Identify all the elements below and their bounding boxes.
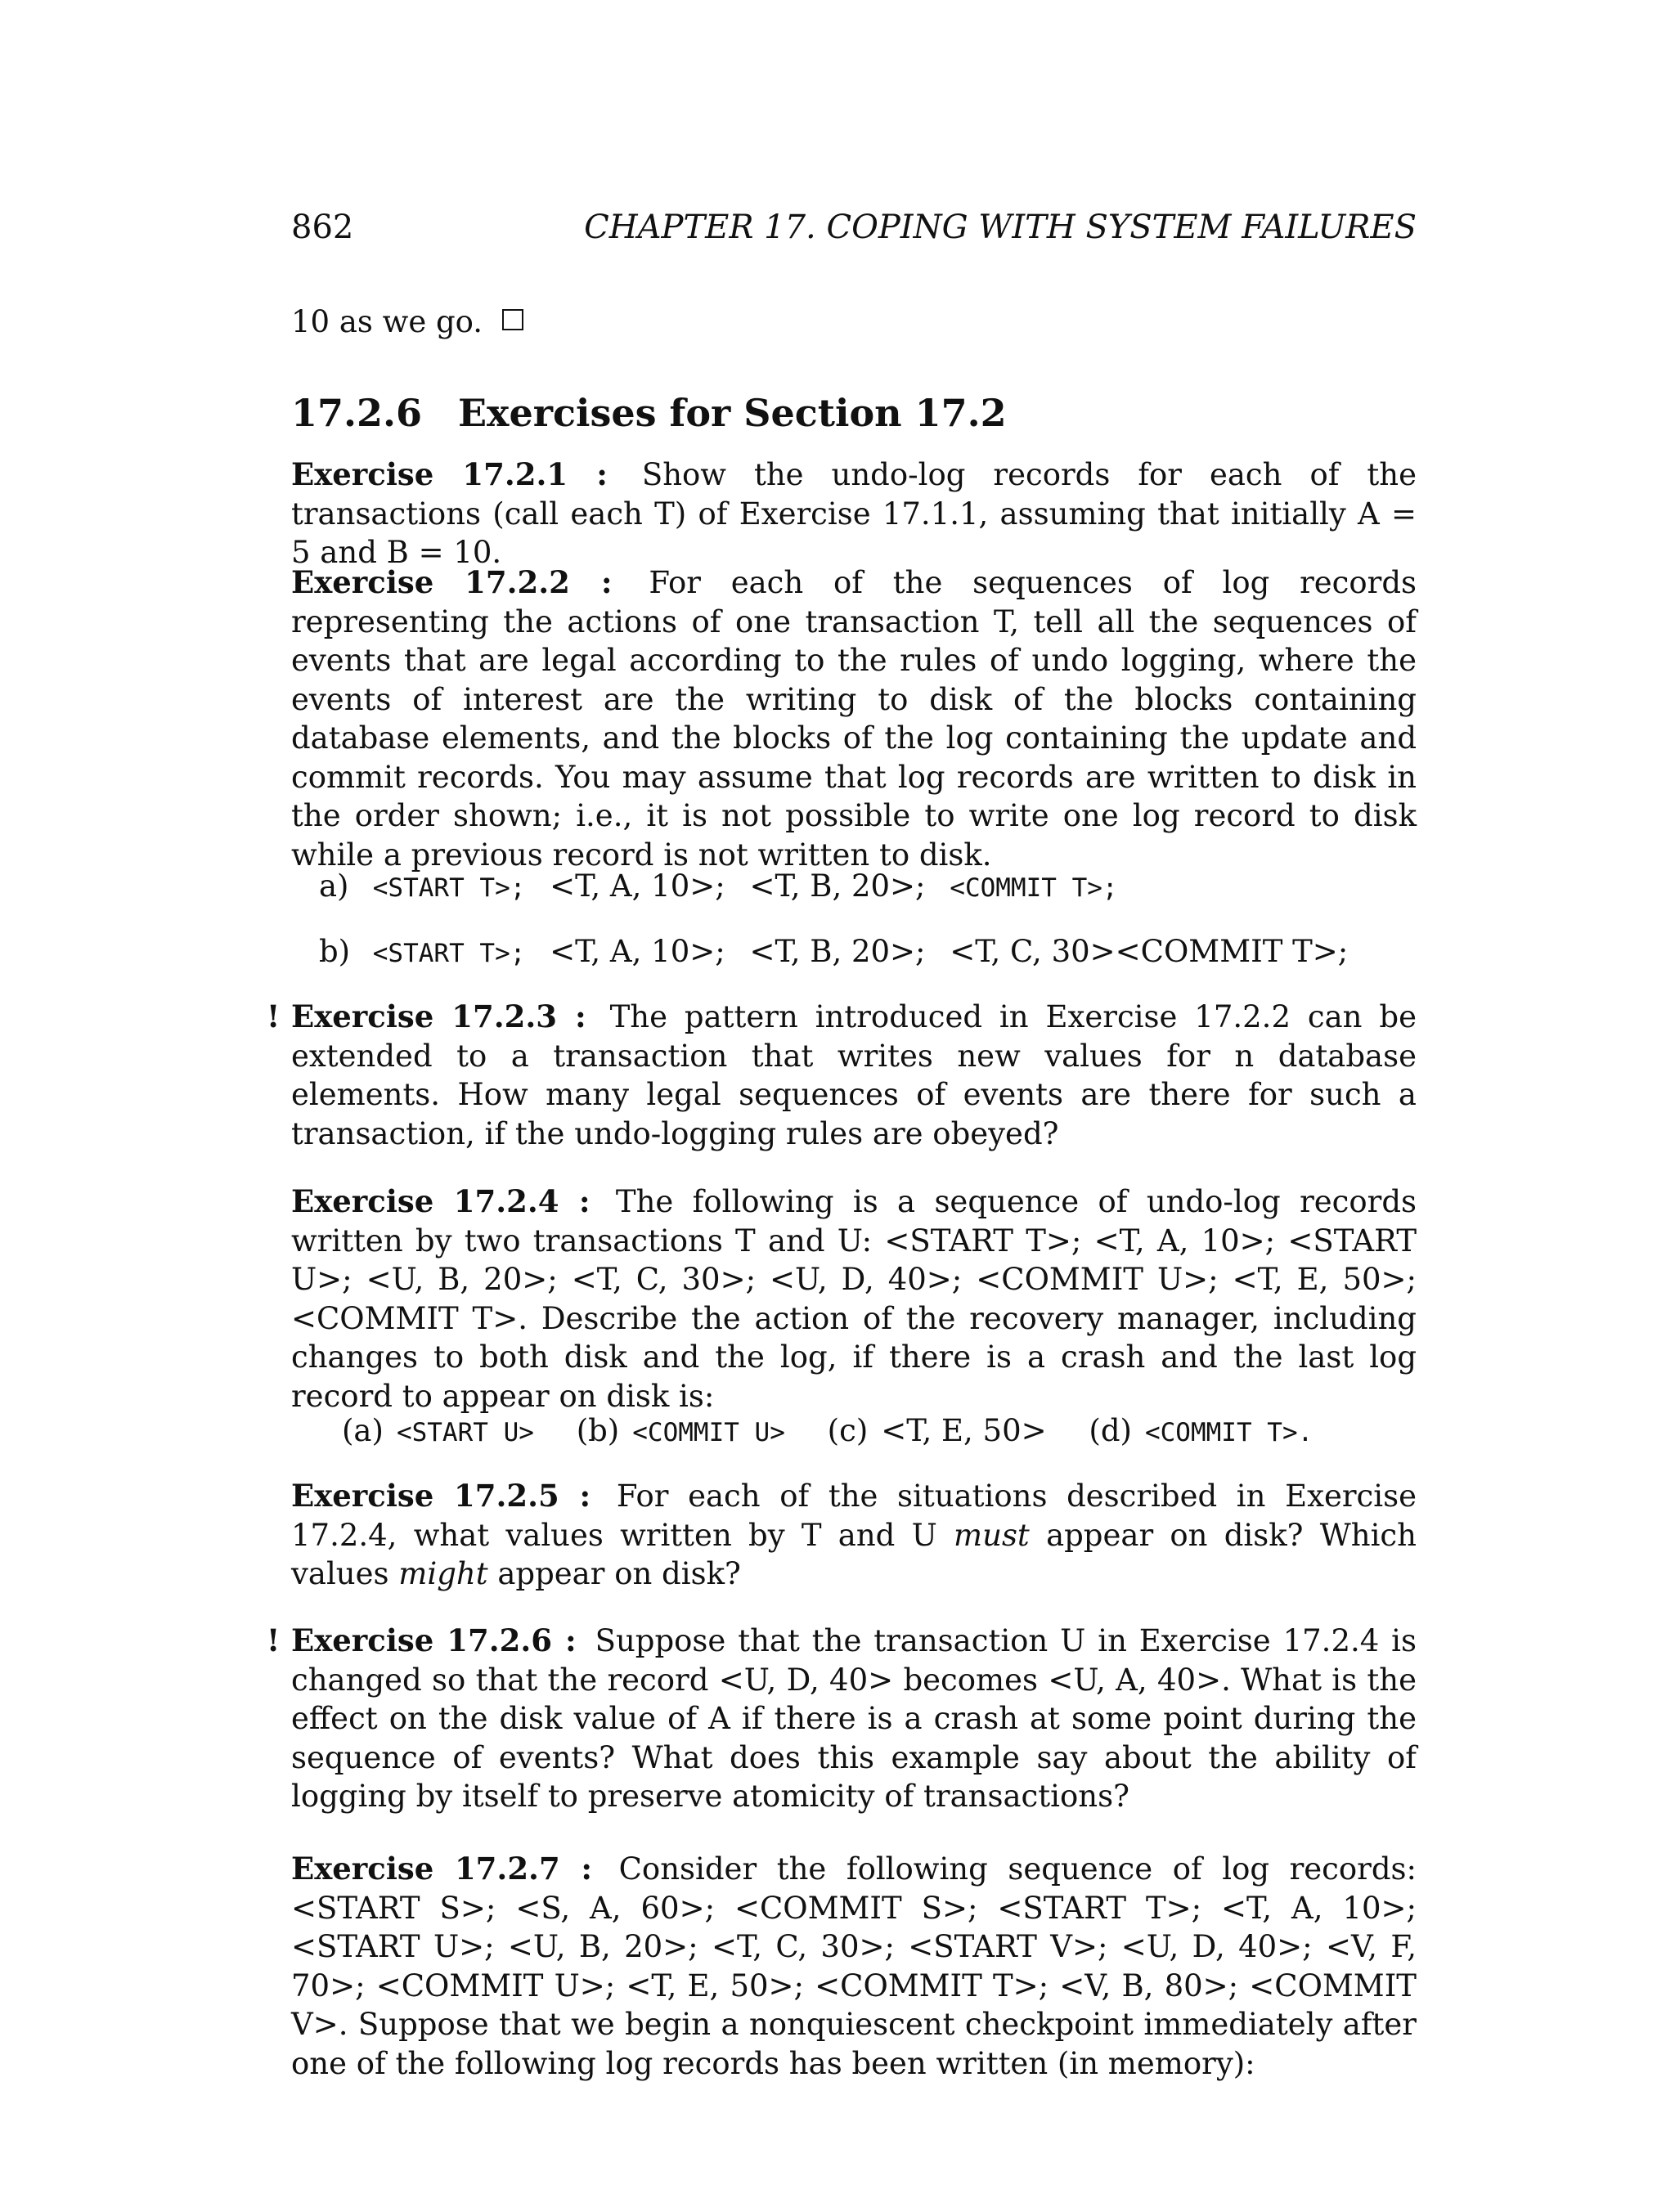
exercise-label: Exercise 17.2.3 :	[291, 998, 586, 1034]
exercise-label: Exercise 17.2.7 :	[291, 1851, 593, 1887]
exercise-text: For each of the sequences of log records representing the actions of one transaction T, tell all the sequences of events that are legal according to the rules of undo logging, where the events of interest are the writing to disk of the blocks containing database elements, and the blocks of the log containing the update and commit records. You may assume that log records are written to disk in the order shown; i.e., it is not possible to write one log record to disk while a previous record is not written to disk.	[291, 565, 1417, 873]
case-tag: (d)	[1089, 1413, 1132, 1448]
exercise-label: Exercise 17.2.6 :	[291, 1622, 577, 1658]
emphasis-must: must	[954, 1517, 1030, 1553]
difficulty-marker: !	[267, 998, 281, 1034]
crash-cases	[342, 1411, 1405, 1452]
exercise-text: The pattern introduced in Exercise 17.2.2 can be extended to a transaction that writes new values for n database elements. How many legal sequences of events are there for such a transaction, if the undo-logging rules are obeyed?	[291, 999, 1417, 1151]
log-record: <T, B, 20>;	[749, 868, 926, 904]
case-record: <COMMIT U>	[632, 1418, 785, 1447]
case-record: <COMMIT T>.	[1144, 1418, 1314, 1447]
carryover-text	[291, 298, 1417, 347]
exercise-17-2-6	[267, 1622, 1417, 1816]
emphasis-might: might	[398, 1556, 488, 1591]
log-record: <T, A, 10>;	[550, 934, 725, 969]
crash-case-c	[828, 1413, 1047, 1448]
case-tag: (c)	[827, 1413, 869, 1448]
log-record: <START T>;	[372, 939, 526, 968]
exercise-17-2-1	[291, 455, 1417, 572]
crash-case-b	[577, 1413, 785, 1448]
exercise-label: Exercise 17.2.4 :	[291, 1183, 591, 1219]
section-title: Exercises for Section 17.2	[458, 391, 1007, 435]
square-qed-icon	[502, 309, 523, 330]
case-tag: (b)	[576, 1413, 620, 1448]
exercise-text-part: appear on disk? Which values	[291, 1517, 1417, 1591]
log-record: <T, C, 30><COMMIT T>;	[950, 934, 1349, 969]
exercise-text-part: For each of the situations described in Exercise 17.2.4, what values written by T and U	[291, 1478, 1417, 1553]
section-number: 17.2.6	[291, 391, 423, 435]
carryover-sentence: 10 as we go.	[291, 304, 483, 339]
exercise-17-2-7	[291, 1850, 1417, 2083]
exercise-text: Consider the following sequence of log records: <START S>; <S, A, 60>; <COMMIT S>; <START T>; <T, A, 10>; <START U>; <U, B, 20>; <T, C, 30>; <START V>; <U, D, 40>; <V, F, 70>; <COMMIT U>; <T, E, 50>; <COMMIT T>; <V, B, 80>; <COMMIT V>. Suppose that we begin a nonquiescent checkpoint immediately after one of the following log records has been written (in memory):	[291, 1851, 1417, 2081]
crash-case-d	[1089, 1413, 1313, 1448]
page-number: 862	[291, 209, 354, 246]
difficulty-marker: !	[267, 1622, 281, 1658]
exercise-text: Suppose that the transaction U in Exercise 17.2.4 is changed so that the record <U, D, 40> becomes <U, A, 40>. What is the effect on the disk value of A if there is a crash at some point during the sequence of events? What does this example say about the ability of logging by itself to preserve atomicity of transactions?	[291, 1623, 1417, 1814]
exercise-text: The following is a sequence of undo-log records written by two transactions T and U: <START T>; <T, A, 10>; <START U>; <U, B, 20>; <T, C, 30>; <U, D, 40>; <COMMIT U>; <T, E, 50>; <COMMIT T>. Describe the action of the recovery manager, including changes to both disk and the log, if there is a crash and the last log record to appear on disk is:	[291, 1184, 1417, 1414]
exercise-label: Exercise 17.2.1 :	[291, 456, 608, 492]
exercise-17-2-3	[267, 998, 1417, 1153]
exercise-item-a	[319, 867, 1415, 908]
crash-case-a	[342, 1413, 534, 1448]
log-record: <T, A, 10>;	[550, 868, 725, 904]
log-record: <START T>;	[372, 873, 526, 903]
section-heading	[291, 386, 1417, 440]
exercise-item-b	[319, 932, 1415, 973]
exercise-label: Exercise 17.2.2 :	[291, 564, 613, 600]
item-tag: b)	[319, 934, 351, 969]
case-tag: (a)	[342, 1413, 384, 1448]
exercise-text-part: appear on disk?	[497, 1556, 741, 1591]
exercise-17-2-5	[291, 1477, 1417, 1594]
log-record: <T, B, 20>;	[749, 934, 926, 969]
log-record: <COMMIT T>;	[950, 873, 1118, 903]
case-record: <START U>	[396, 1418, 534, 1447]
exercise-text: Show the undo-log records for each of the transactions (call each T) of Exercise 17.1.1, assuming that initially A = 5 and B = 10.	[291, 457, 1417, 570]
exercise-17-2-4	[291, 1182, 1417, 1416]
exercise-17-2-2	[291, 563, 1417, 874]
exercise-label: Exercise 17.2.5 :	[291, 1478, 591, 1514]
item-tag: a)	[319, 868, 349, 904]
case-record: <T, E, 50>	[881, 1413, 1047, 1448]
running-title: CHAPTER 17. COPING WITH SYSTEM FAILURES	[584, 209, 1417, 246]
